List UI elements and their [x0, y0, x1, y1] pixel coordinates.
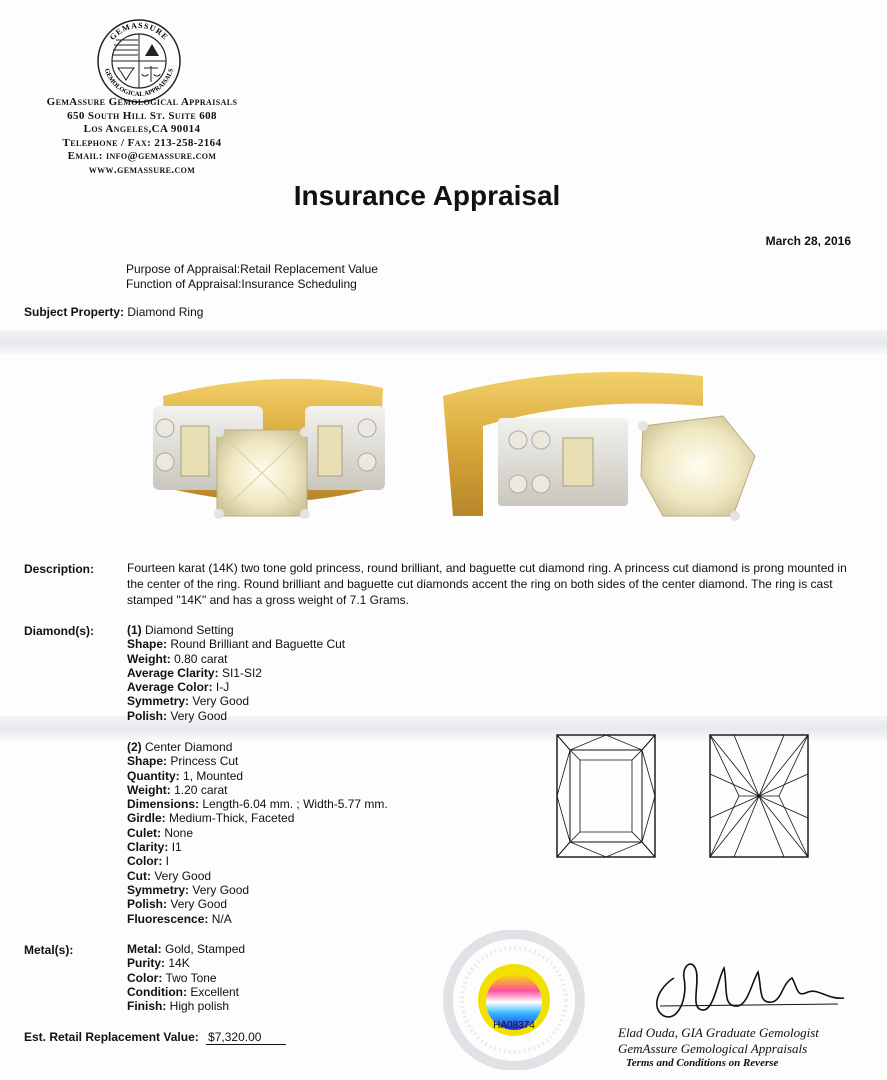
- spec-key: Shape:: [127, 754, 168, 769]
- spec-row: [127, 694, 345, 708]
- signer-name: Elad Ouda, GIA Graduate Gemologist: [618, 1025, 819, 1040]
- spec-key: Polish:: [127, 708, 168, 723]
- company-website: www.gemassure.com: [88, 163, 196, 176]
- spec-key: Color:: [127, 854, 163, 869]
- spec-row: [127, 637, 345, 651]
- spec-value: 1.20 carat: [174, 782, 228, 797]
- center-heading-number: (2): [127, 740, 142, 754]
- spec-key: Average Color:: [127, 680, 213, 695]
- spec-row: [127, 897, 388, 911]
- spec-key: Symmetry:: [127, 882, 190, 897]
- spec-key: Dimensions:: [127, 797, 200, 812]
- spec-key: Purity:: [127, 956, 166, 971]
- setting-heading: [127, 623, 345, 637]
- company-email: Email: info@gemassure.com: [67, 150, 217, 162]
- metal-rows: [127, 942, 245, 1013]
- spec-row: [127, 783, 388, 797]
- spec-key: Color:: [127, 970, 163, 985]
- spec-value: N/A: [211, 911, 232, 926]
- signer-company: GemAssure Gemological Appraisals: [618, 1041, 808, 1056]
- purpose-label: Purpose of Appraisal:: [126, 262, 241, 276]
- hologram-code: HA08374: [493, 1020, 535, 1031]
- spec-key: Weight:: [127, 782, 171, 797]
- function-value: Insurance Scheduling: [241, 277, 357, 291]
- spec-row: [127, 912, 388, 926]
- spec-value: I: [165, 854, 170, 869]
- spec-value: Princess Cut: [170, 754, 239, 769]
- company-address2: Los Angeles,CA 90014: [83, 123, 201, 135]
- spec-key: Girdle:: [127, 811, 166, 826]
- hologram-seal: [434, 930, 594, 1070]
- setting-heading-number: (1): [127, 623, 142, 637]
- spec-row: [127, 754, 388, 768]
- spec-row: [127, 840, 388, 854]
- spec-key: Cut:: [127, 868, 151, 883]
- signature-image: [648, 948, 848, 1024]
- spec-key: Quantity:: [127, 768, 180, 783]
- diamonds-label: Diamond(s):: [24, 624, 94, 638]
- company-phone: Telephone / Fax: 213-258-2164: [62, 136, 222, 149]
- gemassure-seal-logo: [96, 18, 182, 104]
- spec-value: High polish: [169, 999, 230, 1014]
- spec-row: [127, 666, 345, 680]
- spec-row: [127, 680, 345, 694]
- spec-row: [127, 883, 388, 897]
- spec-value: Very Good: [192, 694, 250, 709]
- spec-value: Gold, Stamped: [165, 942, 246, 956]
- spec-value: Very Good: [154, 868, 212, 883]
- center-heading-text: Center Diamond: [145, 740, 233, 754]
- signature-block: [618, 1025, 819, 1069]
- svg-text:GEMASSURE: GEMASSURE: [107, 20, 171, 42]
- spec-key: Polish:: [127, 897, 168, 912]
- company-info: [18, 96, 266, 177]
- spec-key: Fluorescence:: [127, 911, 209, 926]
- spec-row: [127, 985, 245, 999]
- subject-line: [24, 305, 203, 319]
- princess-cut-crown-diagram: [556, 734, 656, 858]
- spec-key: Culet:: [127, 825, 161, 840]
- spec-row: [127, 956, 245, 970]
- subject-value: Diamond Ring: [127, 305, 204, 319]
- purpose-line: [126, 262, 378, 276]
- spec-value: Length-6.04 mm. ; Width-5.77 mm.: [202, 797, 388, 812]
- function-label: Function of Appraisal:: [126, 277, 242, 291]
- spec-key: Symmetry:: [127, 694, 190, 709]
- ring-photo-front: [153, 379, 385, 519]
- metals-label: Metal(s):: [24, 943, 74, 957]
- ring-photo-side: [443, 372, 755, 521]
- spec-row: [127, 854, 388, 868]
- spec-key: Average Clarity:: [127, 665, 219, 680]
- spec-key: Finish:: [127, 999, 167, 1014]
- spec-row: [127, 999, 245, 1013]
- value-line: [24, 1030, 286, 1045]
- spec-value: SI1-SI2: [221, 665, 262, 680]
- function-line: [126, 277, 357, 291]
- spec-key: Weight:: [127, 651, 171, 666]
- spec-value: I-J: [215, 680, 230, 695]
- princess-cut-pavilion-diagram: [709, 734, 809, 858]
- spec-value: None: [164, 825, 194, 840]
- spec-row: [127, 811, 388, 825]
- spec-value: Very Good: [170, 708, 228, 723]
- spec-value: Very Good: [192, 882, 250, 897]
- center-rows: [127, 754, 388, 926]
- spec-value: Very Good: [170, 897, 228, 912]
- company-name: GemAssure Gemological Appraisals: [46, 96, 238, 108]
- spec-row: [127, 942, 245, 956]
- spec-value: Medium-Thick, Faceted: [169, 811, 295, 826]
- description-label: Description:: [24, 562, 95, 576]
- spec-row: [127, 826, 388, 840]
- value-label: Est. Retail Replacement Value:: [24, 1030, 199, 1044]
- spec-value: 14K: [168, 956, 190, 971]
- description-text: Fourteen karat (14K) two tone gold princess, round brilliant, and baguette cut diamond ring. A princess cut diamond is prong mounted in the center of the ring. Round brilliant and baguette cut diamonds accent the ring on both sides of the center diamond. The ring is cast stamped "14K" and has a gross weight of 7.1 Grams.: [127, 561, 847, 607]
- spec-key: Condition:: [127, 984, 187, 999]
- spec-value: 0.80 carat: [174, 651, 228, 666]
- terms-note: Terms and Conditions on Reverse: [626, 1057, 779, 1069]
- spec-row: [127, 869, 388, 883]
- value-amount: $7,320.00: [206, 1030, 286, 1045]
- spec-row: [127, 709, 345, 723]
- purpose-value: Retail Replacement Value: [240, 262, 378, 276]
- setting-heading-text: Diamond Setting: [145, 623, 234, 637]
- spec-value: I1: [171, 840, 182, 855]
- spec-row: [127, 971, 245, 985]
- spec-value: Round Brilliant and Baguette Cut: [170, 637, 346, 652]
- document-title: Insurance Appraisal: [293, 180, 561, 211]
- ring-photos: [143, 366, 763, 544]
- appraisal-date: March 28, 2016: [765, 234, 851, 248]
- spec-row: [127, 797, 388, 811]
- diamond-setting-block: [127, 623, 345, 723]
- spec-key: Shape:: [127, 637, 168, 652]
- spec-value: 1, Mounted: [183, 768, 244, 783]
- spec-value: Two Tone: [165, 970, 217, 985]
- setting-rows: [127, 637, 345, 723]
- spec-key: Metal:: [127, 942, 162, 956]
- company-address1: 650 South Hill St. Suite 608: [67, 109, 217, 122]
- spec-row: [127, 652, 345, 666]
- center-diamond-block: [127, 740, 388, 926]
- subject-label: Subject Property:: [24, 305, 125, 319]
- spec-row: [127, 769, 388, 783]
- svg-text:GEMOLOGICAL APPRAISALS: GEMOLOGICAL APPRAISALS: [102, 67, 175, 99]
- spec-value: Excellent: [190, 984, 240, 999]
- spec-key: Clarity:: [127, 840, 169, 855]
- center-heading: [127, 740, 388, 754]
